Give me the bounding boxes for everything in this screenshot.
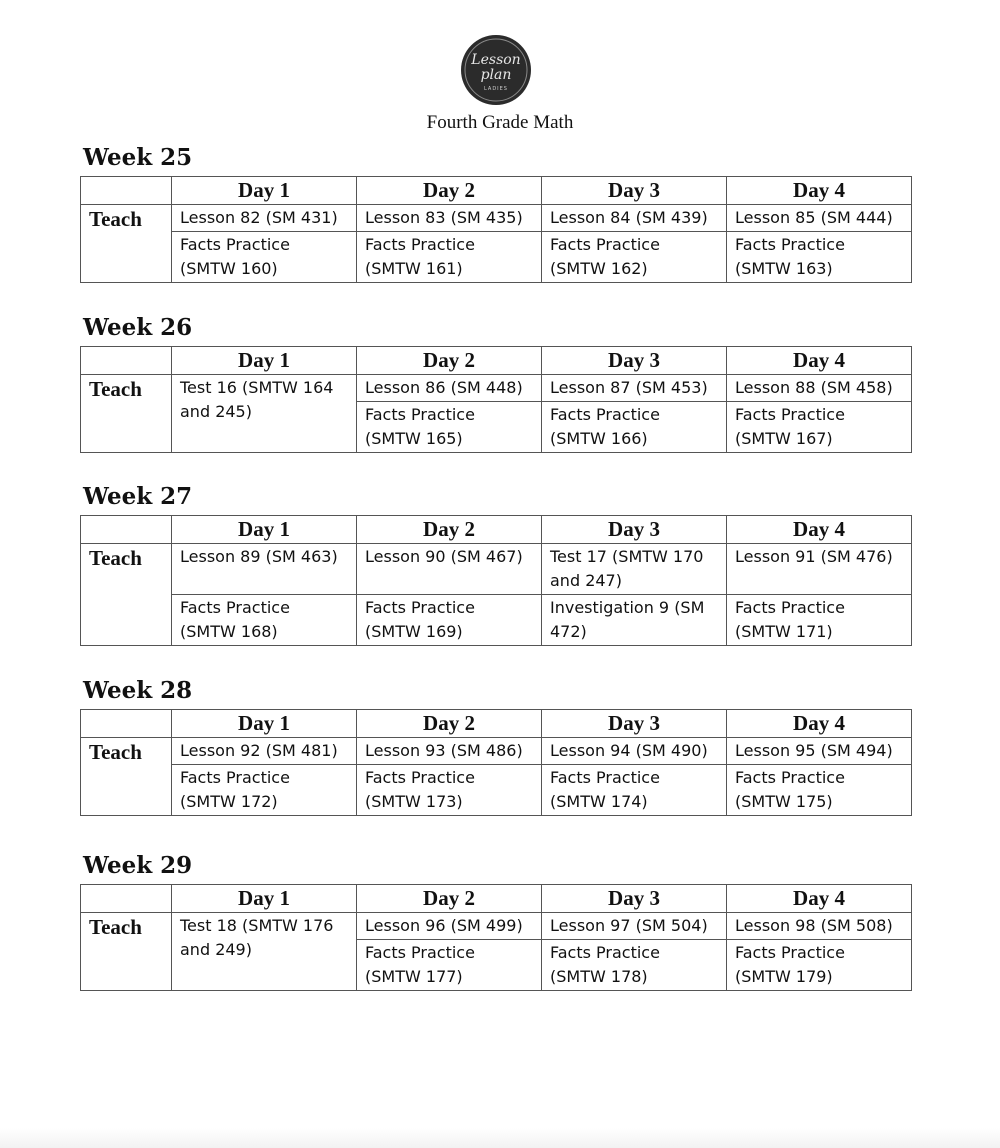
logo-badge-icon bbox=[460, 34, 532, 106]
lesson-cell: Lesson 95 (SM 494) bbox=[727, 738, 912, 765]
lesson-cell: Lesson 98 (SM 508) bbox=[727, 913, 912, 940]
logo-word-2: plan bbox=[480, 67, 512, 83]
day-header: Day 1 bbox=[172, 710, 357, 738]
day-header: Day 3 bbox=[542, 177, 727, 205]
day-header: Day 4 bbox=[727, 516, 912, 544]
week-25-section bbox=[83, 144, 912, 283]
practice-cell: Facts Practice (SMTW 178) bbox=[542, 940, 727, 991]
test-cell: Test 18 (SMTW 176 and 249) bbox=[172, 913, 357, 991]
day-header: Day 1 bbox=[172, 516, 357, 544]
week-29-section bbox=[83, 852, 912, 991]
lesson-cell: Lesson 91 (SM 476) bbox=[727, 544, 912, 595]
row-label-teach: Teach bbox=[81, 375, 172, 453]
practice-cell: Facts Practice (SMTW 169) bbox=[357, 595, 542, 646]
practice-cell: Facts Practice (SMTW 172) bbox=[172, 765, 357, 816]
day-header: Day 3 bbox=[542, 347, 727, 375]
lesson-cell: Lesson 86 (SM 448) bbox=[357, 375, 542, 402]
week-26-table bbox=[80, 346, 912, 453]
test-cell: Test 17 (SMTW 170 and 247) bbox=[542, 544, 727, 595]
day-header: Day 1 bbox=[172, 885, 357, 913]
week-28-table bbox=[80, 709, 912, 816]
week-title: Week 28 bbox=[83, 677, 193, 704]
week-title: Week 26 bbox=[83, 314, 193, 341]
lesson-cell: Lesson 92 (SM 481) bbox=[172, 738, 357, 765]
lesson-cell: Lesson 94 (SM 490) bbox=[542, 738, 727, 765]
day-header: Day 2 bbox=[357, 516, 542, 544]
week-27-table bbox=[80, 515, 912, 646]
lesson-cell: Lesson 90 (SM 467) bbox=[357, 544, 542, 595]
lesson-cell: Lesson 83 (SM 435) bbox=[357, 205, 542, 232]
lesson-cell: Lesson 97 (SM 504) bbox=[542, 913, 727, 940]
investigation-cell: Investigation 9 (SM 472) bbox=[542, 595, 727, 646]
practice-cell: Facts Practice (SMTW 163) bbox=[727, 232, 912, 283]
practice-cell: Facts Practice (SMTW 179) bbox=[727, 940, 912, 991]
day-header: Day 2 bbox=[357, 710, 542, 738]
lesson-plan-ladies-logo bbox=[460, 34, 532, 106]
page-bottom-edge bbox=[0, 1128, 1000, 1148]
practice-cell: Facts Practice (SMTW 175) bbox=[727, 765, 912, 816]
day-header: Day 3 bbox=[542, 710, 727, 738]
lesson-cell: Lesson 87 (SM 453) bbox=[542, 375, 727, 402]
day-header: Day 4 bbox=[727, 710, 912, 738]
practice-cell: Facts Practice (SMTW 166) bbox=[542, 402, 727, 453]
lesson-cell: Lesson 88 (SM 458) bbox=[727, 375, 912, 402]
practice-cell: Facts Practice (SMTW 173) bbox=[357, 765, 542, 816]
lesson-cell: Lesson 89 (SM 463) bbox=[172, 544, 357, 595]
corner-cell bbox=[81, 177, 172, 205]
corner-cell bbox=[81, 347, 172, 375]
practice-cell: Facts Practice (SMTW 167) bbox=[727, 402, 912, 453]
day-header: Day 4 bbox=[727, 347, 912, 375]
practice-cell: Facts Practice (SMTW 161) bbox=[357, 232, 542, 283]
week-25-table bbox=[80, 176, 912, 283]
week-title: Week 29 bbox=[83, 852, 193, 879]
test-cell: Test 16 (SMTW 164 and 245) bbox=[172, 375, 357, 453]
practice-cell: Facts Practice (SMTW 177) bbox=[357, 940, 542, 991]
day-header: Day 4 bbox=[727, 885, 912, 913]
practice-cell: Facts Practice (SMTW 174) bbox=[542, 765, 727, 816]
day-header: Day 2 bbox=[357, 347, 542, 375]
day-header: Day 2 bbox=[357, 885, 542, 913]
logo-word-3: LADIES bbox=[484, 86, 508, 92]
row-label-teach: Teach bbox=[81, 913, 172, 991]
lesson-cell: Lesson 96 (SM 499) bbox=[357, 913, 542, 940]
practice-cell: Facts Practice (SMTW 162) bbox=[542, 232, 727, 283]
lesson-cell: Lesson 82 (SM 431) bbox=[172, 205, 357, 232]
day-header: Day 1 bbox=[172, 177, 357, 205]
lesson-cell: Lesson 93 (SM 486) bbox=[357, 738, 542, 765]
page-title: Fourth Grade Math bbox=[426, 112, 574, 133]
corner-cell bbox=[81, 885, 172, 913]
lesson-cell: Lesson 85 (SM 444) bbox=[727, 205, 912, 232]
practice-cell: Facts Practice (SMTW 160) bbox=[172, 232, 357, 283]
row-label-teach: Teach bbox=[81, 738, 172, 816]
corner-cell bbox=[81, 710, 172, 738]
day-header: Day 1 bbox=[172, 347, 357, 375]
corner-cell bbox=[81, 516, 172, 544]
day-header: Day 3 bbox=[542, 885, 727, 913]
logo-word-1: Lesson bbox=[471, 52, 521, 68]
week-title: Week 25 bbox=[83, 144, 193, 171]
practice-cell: Facts Practice (SMTW 165) bbox=[357, 402, 542, 453]
week-29-table bbox=[80, 884, 912, 991]
lesson-cell: Lesson 84 (SM 439) bbox=[542, 205, 727, 232]
week-28-section bbox=[83, 677, 912, 816]
row-label-teach: Teach bbox=[81, 544, 172, 646]
week-title: Week 27 bbox=[83, 483, 193, 510]
practice-cell: Facts Practice (SMTW 168) bbox=[172, 595, 357, 646]
row-label-teach: Teach bbox=[81, 205, 172, 283]
day-header: Day 2 bbox=[357, 177, 542, 205]
practice-cell: Facts Practice (SMTW 171) bbox=[727, 595, 912, 646]
week-26-section bbox=[83, 314, 912, 453]
week-27-section bbox=[83, 483, 912, 646]
day-header: Day 3 bbox=[542, 516, 727, 544]
day-header: Day 4 bbox=[727, 177, 912, 205]
